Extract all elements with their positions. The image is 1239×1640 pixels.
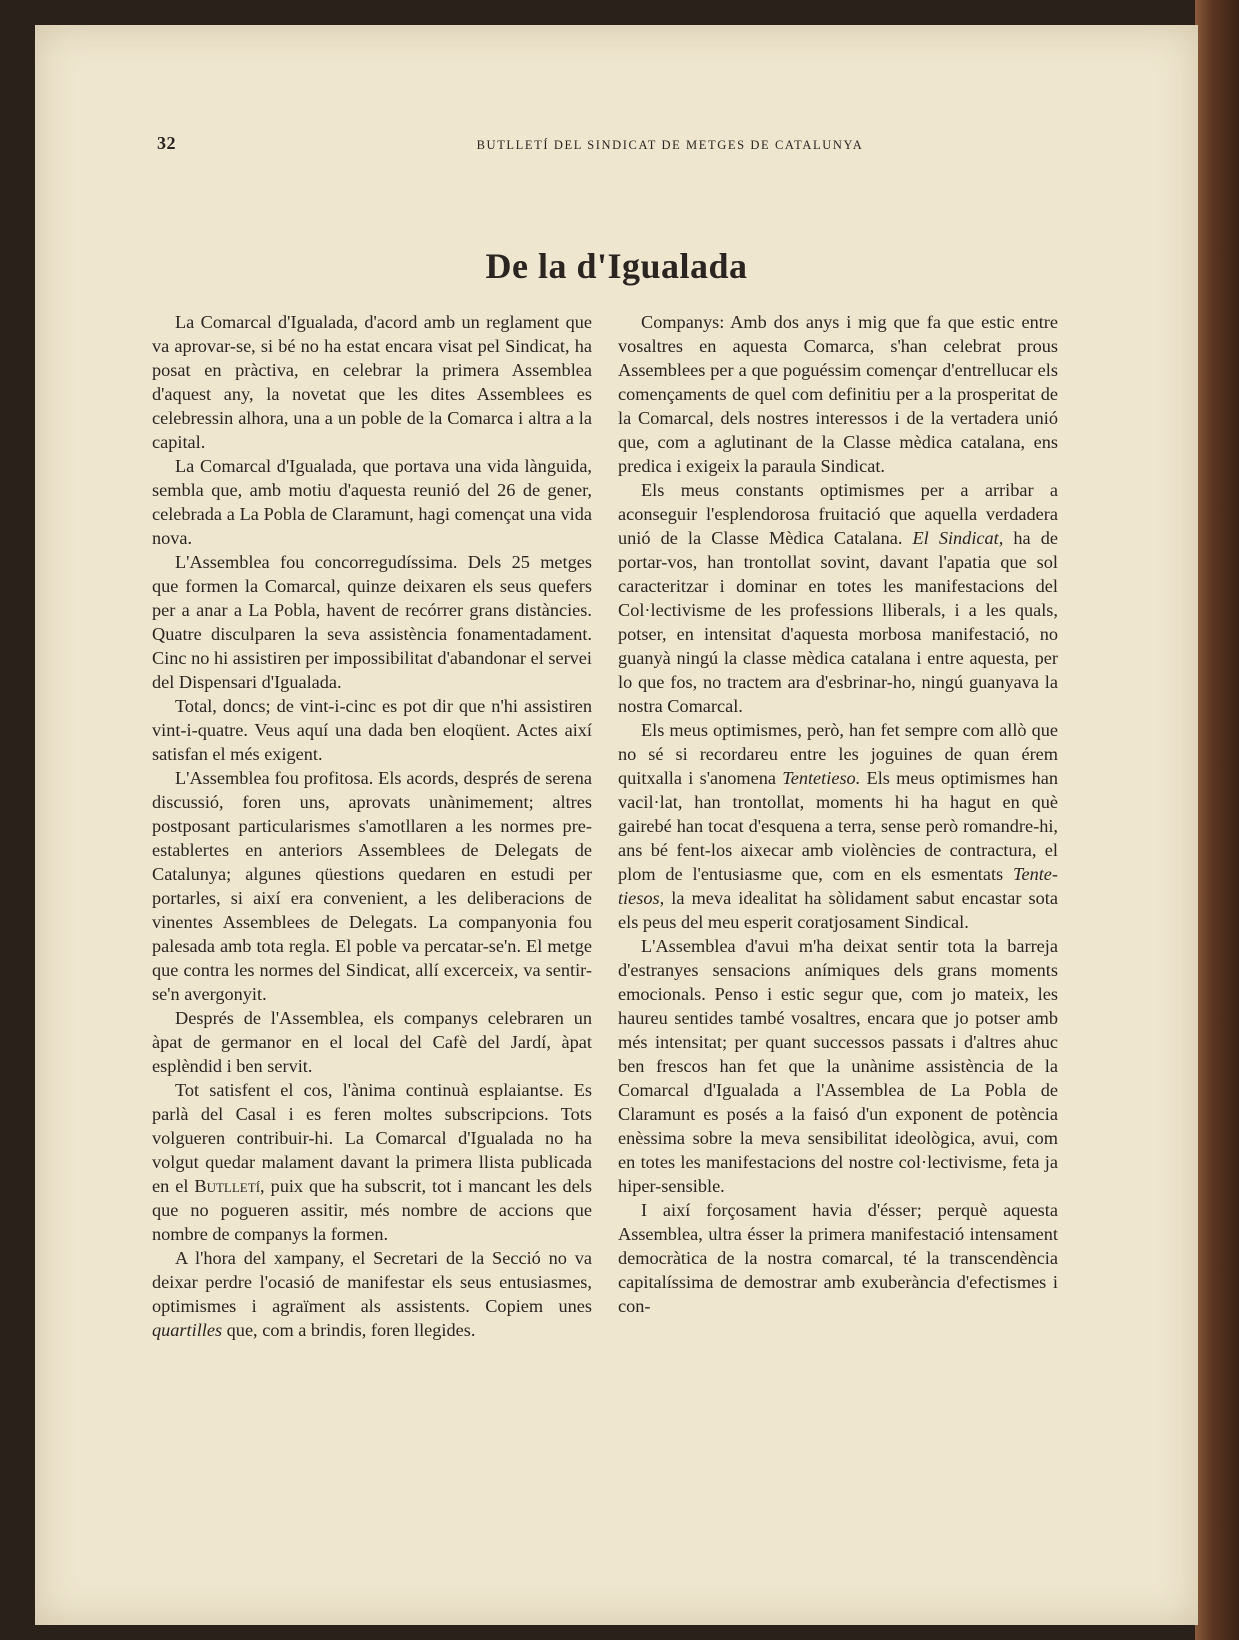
text-run: Els meus optimismes, però, han fet sempre com allò que no sé si recordareu entre les joguines de quan érem quitxalla i s'anomena: [618, 720, 1058, 788]
text-run: Tot satisfent el cos, l'ànima continuà esplaiantse. Es parlà del Casal i es feren moltes subscripcions. Tots volgueren contribuir-hi. La Comarcal d'Igualada no ha volgut quedar malament davant la primera llista publicada en el: [152, 1080, 592, 1196]
italic-quartilles: quartilles: [152, 1320, 223, 1340]
italic-tentetieso: Tentetieso.: [782, 768, 861, 788]
text-run: Els meus constants optimismes per a arribar a aconseguir l'esplendorosa fruitació que aquella verdadera unió de la Classe Mèdica Catalana.: [618, 480, 1058, 548]
paragraph: I així forçosament havia d'ésser; perquè aquesta Assemblea, ultra ésser la primera manifestació intensament democràtica de la nostra comarcal, té la transcendència capitalíssima de demostrar amb exuberància d'efectismes i con-: [618, 1200, 1058, 1316]
italic-el-sindicat: El Sindicat,: [912, 528, 1004, 548]
paragraph: Companys: Amb dos anys i mig que fa que estic entre vosaltres en aquesta Comarca, s'han celebrat prous Assemblees per a que poguéssim començar d'entrellucar els començaments de quel com definitiu per a la prosperitat de la Comarcal, dels nostres interessos i de la vertadera unió que, com a aglutinant de la Classe mèdica catalana, ens predica i exigeix la paraula Sindicat.: [618, 312, 1058, 476]
paragraph: L'Assemblea fou profitosa. Els acords, després de serena discussió, foren uns, aprovats unànimement; altres postposant particularismes s'amotllaren a les normes pre-establertes en anteriors Assemblees de Delegats de Catalunya; algunes qüestions quedaren en estudi per portarles, si així era convenient, a les deliberacions de vinentes Assemblees de Delegats. La companyonia fou palesada amb tota regla. El poble va percatar-se'n. El metge que contra les normes del Sindicat, allí excerceix, va sentir-se'n avergonyit.: [152, 768, 592, 1004]
butlleti-smallcaps: Butlletí: [194, 1176, 261, 1196]
page-number: 32: [157, 133, 176, 153]
text-run: que, com a brindis, foren llegides.: [222, 1320, 476, 1340]
paragraph: La Comarcal d'Igualada, que portava una vida lànguida, sembla que, amb motiu d'aquesta reunió del 26 de gener, celebrada a La Pobla de Claramunt, hagi començat una vida nova.: [152, 456, 592, 548]
paragraph: L'Assemblea fou concorregudíssima. Dels 25 metges que formen la Comarcal, quinze deixaren els seus quefers per a anar a La Pobla, havent de recórrer grans distàncies. Quatre disculparen la seva assistència fonamentadament. Cinc no hi assistiren per impossibilitat d'abandonar el servei del Dispensari d'Igualada.: [152, 552, 592, 692]
document-page: [35, 25, 1198, 1625]
paragraph: [152, 1246, 592, 1342]
paragraph: Total, doncs; de vint-i-cinc es pot dir que n'hi assistiren vint-i-quatre. Veus aquí una dada ben eloqüent. Actes així satisfan el més exigent.: [152, 696, 592, 764]
running-head: BUTLLETÍ DEL SINDICAT DE METGES DE CATALUNYA: [476, 138, 864, 152]
text-run: la meva idealitat ha sòlidament sabut encastar sota els peus del meu esperit coratjosament Sindical.: [618, 888, 1058, 932]
text-run: , puix que ha subscrit, tot i mancant les dels que no pogueren assitir, més nombre de accions que nombre de companys la formen.: [152, 1176, 592, 1244]
article-title: De la d'Igualada: [485, 246, 748, 287]
text-run: ha de portar-vos, han trontollat sovint, davant l'apatia que sol caracteritzar i dominar en totes les manifestacions del Col·lectivisme de les professions lliberals, i a les quals, potser, en intensitat d'aquesta morbosa manifestació, no guanyà ningú la classe mèdica catalana i entre aquesta, per lo que fos, no tractem ara d'esbrinar-ho, ningú guanyava la nostra Comarcal.: [618, 528, 1058, 716]
paragraph: Després de l'Assemblea, els companys celebraren un àpat de germanor en el local del Cafè del Jardí, àpat esplèndid i ben servit.: [152, 1008, 592, 1076]
text-run: A l'hora del xampany, el Secretari de la Secció no va deixar perdre l'ocasió de manifestar els seus entusiasmes, optimismes i agraïment als assistents. Copiem unes: [152, 1248, 592, 1316]
right-column: [618, 310, 1058, 1318]
italic-tente-tiesos: Tente-tiesos,: [618, 864, 1058, 908]
paragraph: L'Assemblea d'avui m'ha deixat sentir tota la barreja d'estranyes sensacions anímiques dels grans moments emocionals. Penso i estic segur que, com jo mateix, les haureu sentides també vosaltres, encara que jo potser amb més intensitat; per quant successos passats i d'altres ahuc ben frescos han fet que la unànime assistència de la Comarcal d'Igualada a l'Assemblea de La Pobla de Claramunt es posés a la faisó d'un exponent de potència enèssima sobre la meva sensibilitat ideològica, avui, com en totes les manifestacions del nostre col·lectivisme, feta ja hiper-sensible.: [618, 936, 1058, 1196]
left-column: [152, 310, 592, 1342]
paragraph: [152, 1078, 592, 1246]
text-run: Els meus optimismes han vacil·lat, han trontollat, moments hi ha hagut en què gairebé han tocat d'esquena a terra, sense però romandre-hi, ans bé fent-los aixecar amb violències de contractura, el plom de l'entusiasme que, com en els esmentats: [618, 768, 1058, 884]
paragraph: La Comarcal d'Igualada, d'acord amb un reglament que va aprovar-se, si bé no ha estat encara visat pel Sindicat, ha posat en pràctiva, en celebrar la primera Assemblea d'aquest any, la novetat que les dites Assemblees es celebressin alhora, una a un poble de la Comarca i altra a la capital.: [152, 312, 592, 452]
paragraph: [618, 718, 1058, 934]
paragraph: [618, 478, 1058, 718]
book-binding-edge: [1195, 0, 1239, 1640]
